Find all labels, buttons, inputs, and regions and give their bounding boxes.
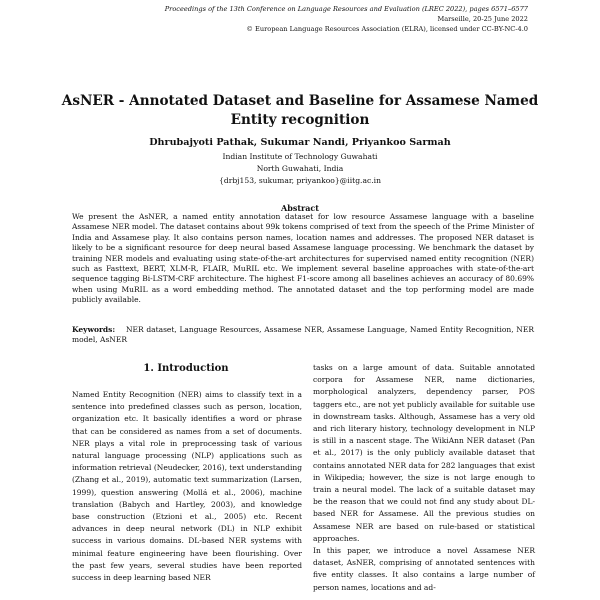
- keywords-label: Keywords:: [72, 325, 116, 334]
- keywords-text: NER dataset, Language Resources, Assamese NER, Assamese Language, Named Entity Recognition, NER model, AsNER: [72, 325, 534, 345]
- intro-paragraph-2: tasks on a large amount of data. Suitable annotated corpora for Assamese NER, name dictionaries, morphological analyzers, dependency parser, POS taggers etc., are not yet publicly available for suitable use in downstream tasks. Although, Assamese has a very old and rich literary history, technology development in NLP is still in a nascent stage. The WikiAnn NER dataset (Pan et al., 2017) is the only publicly available dataset that contains annotated NER data for 282 languages that exist in Wikipedia; however, the size is not large enough to train a neural model. The lack of a suitable dataset may be the reason that we could not find any study about DL-based NER for Assamese. All the previous studies on Assamese NER are based on rule-based or statistical approaches.: [313, 363, 535, 543]
- header-line-venue: Marseille, 20-25 June 2022: [437, 15, 528, 23]
- affiliation-emails: {drbj153, sukumar, priyankoo}@iitg.ac.in: [219, 176, 381, 185]
- affiliation-location: North Guwahati, India: [256, 164, 344, 173]
- body-column-right: [313, 362, 535, 594]
- paper-title: AsNER - Annotated Dataset and Baseline for Assamese Named Entity recognition: [61, 93, 539, 128]
- affiliation-institute: Indian Institute of Technology Guwahati: [222, 152, 378, 161]
- proceedings-header: [108, 4, 528, 34]
- section-heading-introduction: 1. Introduction: [143, 363, 229, 374]
- abstract-text: We present the AsNER, a named entity annotation dataset for low resource Assamese language with a baseline Assamese NER model. The dataset contains about 99k tokens comprised of text from the speech of the Prime Minister of India and Assamese play. It also contains person names, location names and addresses. The proposed NER dataset is likely to be a significant resource for deep neural based Assamese language processing. We benchmark the dataset by training NER models and evaluating using state-of-the-art architectures for supervised named entity recognition (NER) such as Fasttext, BERT, XLM-R, FLAIR, MuRIL etc. We implement several baseline approaches with state-of-the-art sequence tagging Bi-LSTM-CRF architecture. The highest F1-score among all baselines achieves an accuracy of 80.69% when using MuRIL as a word embedding method. The annotated dataset and the top performing model are made publicly available.: [72, 212, 534, 305]
- intro-paragraph-3: In this paper, we introduce a novel Assamese NER dataset, AsNER, comprising of annotated sentences with five entity classes. It also contains a large number of person names, locations and ad-: [313, 546, 535, 592]
- abstract-heading: Abstract: [281, 203, 319, 213]
- paper-authors: Dhrubajyoti Pathak, Sukumar Nandi, Priyankoo Sarmah: [149, 137, 451, 148]
- affiliation-block: [40, 151, 560, 187]
- body-column-left: [72, 389, 302, 584]
- intro-paragraph-1: Named Entity Recognition (NER) aims to classify text in a sentence into predefined classes such as person, location, organization etc. It basically identifies a word or phrase that can be considered as names from a set of documents. NER plays a vital role in preprocessing task of various natural language processing (NLP) applications such as information retrieval (Neudecker, 2016), text understanding (Zhang et al., 2019), automatic text summarization (Larsen, 1999), question answering (Mollá et al., 2006), machine translation (Babych and Hartley, 2003), and knowledge base construction (Etzioni et al., 2005) etc. Recent advances in deep neural network (DL) in NLP exhibit success in various domains. DL-based NER systems with minimal feature engineering have been flourishing. Over the past few years, several studies have been reported success in deep learning based NER: [72, 390, 302, 583]
- header-line-proceedings: Proceedings of the 13th Conference on Language Resources and Evaluation (LREC 2022), pages 6571–6577: [164, 5, 528, 13]
- keywords-block: [72, 325, 534, 346]
- header-line-license: © European Language Resources Association (ELRA), licensed under CC-BY-NC-4.0: [246, 25, 528, 33]
